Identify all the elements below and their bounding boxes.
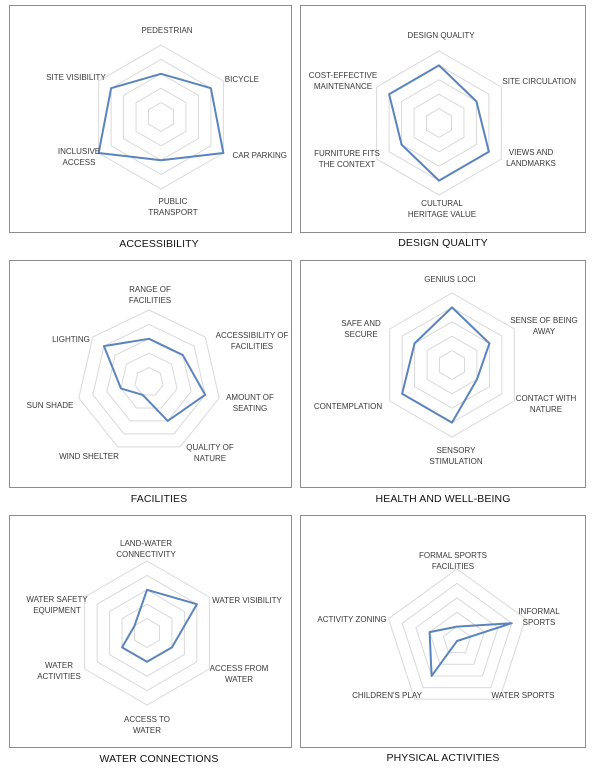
radar-chart-health: [301, 261, 587, 489]
grid-ring: [430, 612, 485, 664]
axis-label: SENSORY STIMULATION: [429, 446, 483, 466]
axis-label: SITE CIRCULATION: [502, 77, 576, 86]
grid-ring: [389, 569, 526, 699]
series-line: [389, 65, 489, 180]
data-point: [146, 661, 148, 663]
radar-chart-design-quality: [301, 6, 587, 234]
data-point: [431, 675, 433, 677]
axis-label: CONTEMPLATION: [313, 402, 383, 411]
data-point: [401, 144, 403, 146]
data-point: [167, 420, 169, 422]
chart-title-health: HEALTH AND WELL-BEING: [375, 493, 511, 505]
grid-ring: [135, 619, 160, 648]
data-point: [438, 180, 440, 182]
grid-ring: [110, 590, 185, 676]
axis-label: WIND SHELTER: [59, 452, 119, 461]
axis-label: LAND-WATER CONNECTIVITY: [116, 539, 176, 559]
data-point: [110, 87, 112, 89]
axis-label: WATER SPORTS: [491, 691, 555, 700]
axis-label: RANGE OF FACILITIES: [128, 285, 172, 305]
grid-ring: [402, 80, 477, 166]
axis-label: AMOUNT OF SEATING: [226, 393, 274, 413]
axis-label: VIEWS AND LANDMARKS: [506, 148, 556, 168]
radar-chart-water-connections: [10, 516, 293, 749]
axis-label: PUBLIC TRANSPORT: [148, 197, 198, 217]
axis-label: BICYCLE: [224, 75, 259, 84]
axis-label: PEDESTRIAN: [141, 26, 193, 35]
data-point: [489, 343, 491, 345]
axis-label: CAR PARKING: [232, 151, 287, 160]
axis-label: QUALITY OF NATURE: [186, 443, 234, 463]
chart-panel-health: [300, 260, 586, 488]
axis-label: ACCESS FROM WATER: [209, 664, 269, 684]
data-point: [438, 65, 440, 67]
axis-label: SAFE AND SECURE: [341, 319, 381, 339]
grid-ring: [149, 103, 174, 132]
axis-label: WATER SAFETY EQUIPMENT: [26, 595, 88, 615]
data-point: [223, 152, 225, 154]
data-point: [401, 393, 403, 395]
axis-label: ACTIVITY ZONING: [317, 615, 387, 624]
data-point: [429, 631, 431, 633]
radar-chart-physical-activities: [301, 516, 587, 749]
data-point: [134, 625, 136, 627]
grid-ring: [427, 109, 452, 138]
chart-panel-water-connections: [9, 515, 292, 748]
grid-ring: [135, 368, 163, 395]
data-point: [182, 354, 184, 356]
axis-label: CONTACT WITH NATURE: [515, 394, 577, 414]
grid-ring: [443, 627, 470, 653]
data-point: [196, 603, 198, 605]
axis-label: FORMAL SPORTS FACILITIES: [418, 551, 488, 571]
data-point: [103, 345, 105, 347]
grid-ring: [99, 45, 224, 189]
data-point: [160, 73, 162, 75]
axis-label: WATER VISIBILITY: [212, 596, 282, 605]
axis-label: COST-EFFECTIVE MAINTENANCE: [308, 71, 378, 91]
grid-ring: [414, 94, 464, 152]
grid-ring: [440, 351, 465, 380]
data-point: [210, 87, 212, 89]
series-line: [430, 623, 512, 676]
grid-ring: [415, 322, 490, 408]
grid-ring: [389, 65, 489, 180]
data-point: [511, 622, 513, 624]
series-line: [104, 339, 205, 421]
chart-panel-physical-activities: [300, 515, 586, 748]
grid-ring: [402, 307, 502, 422]
chart-title-accessibility: ACCESSIBILITY: [119, 238, 199, 250]
chart-title-facilities: FACILITIES: [130, 493, 188, 505]
data-point: [456, 626, 458, 628]
axis-label: CULTURAL HERITAGE VALUE: [407, 199, 477, 219]
axis-label: LIGHTING: [52, 335, 90, 344]
grid-ring: [124, 74, 199, 160]
axis-label: WATER ACTIVITIES: [37, 661, 81, 681]
data-point: [476, 101, 478, 103]
data-point: [488, 151, 490, 153]
chart-title-water-connections: WATER CONNECTIONS: [99, 753, 219, 765]
grid-ring: [79, 310, 219, 447]
data-point: [160, 159, 162, 161]
data-point: [148, 338, 150, 340]
axis-label: INCLUSIVE ACCESS: [57, 147, 101, 167]
chart-title-design-quality: DESIGN QUALITY: [398, 237, 488, 249]
axis-label: SUN SHADE: [26, 401, 74, 410]
data-point: [121, 647, 123, 649]
axis-label: ACCESS TO WATER: [124, 715, 170, 735]
data-point: [476, 379, 478, 381]
chart-panel-accessibility: [9, 5, 292, 233]
data-point: [171, 647, 173, 649]
grid-ring: [111, 59, 211, 174]
series-line: [99, 74, 224, 160]
data-point: [388, 93, 390, 95]
axis-label: CHILDREN'S PLAY: [352, 691, 422, 700]
data-point: [204, 394, 206, 396]
data-point: [456, 640, 458, 642]
grid-ring: [136, 88, 186, 146]
chart-title-physical-activities: PHYSICAL ACTIVITIES: [386, 752, 500, 764]
axis-label: FURNITURE FITS THE CONTEXT: [314, 149, 380, 169]
axis-label: SITE VISIBILITY: [46, 73, 106, 82]
axis-label: INFORMAL SPORTS: [518, 607, 560, 627]
grid-ring: [427, 336, 477, 394]
axis-label: SENSE OF BEING AWAY: [510, 316, 578, 336]
axis-label: GENIUS LOCI: [424, 275, 476, 284]
data-point: [142, 394, 144, 396]
series-line: [402, 307, 489, 422]
radar-chart-facilities: [10, 261, 293, 489]
data-point: [451, 307, 453, 309]
data-point: [414, 343, 416, 345]
axis-label: DESIGN QUALITY: [407, 31, 475, 40]
grid-ring: [85, 561, 210, 705]
grid-ring: [107, 339, 191, 421]
chart-panel-facilities: [9, 260, 292, 488]
axis-label: ACCESSIBILITY OF FACILITIES: [215, 331, 289, 351]
chart-panel-design-quality: [300, 5, 586, 233]
data-point: [146, 589, 148, 591]
data-point: [120, 388, 122, 390]
grid-ring: [121, 353, 177, 408]
radar-chart-accessibility: [10, 6, 293, 234]
data-point: [451, 422, 453, 424]
